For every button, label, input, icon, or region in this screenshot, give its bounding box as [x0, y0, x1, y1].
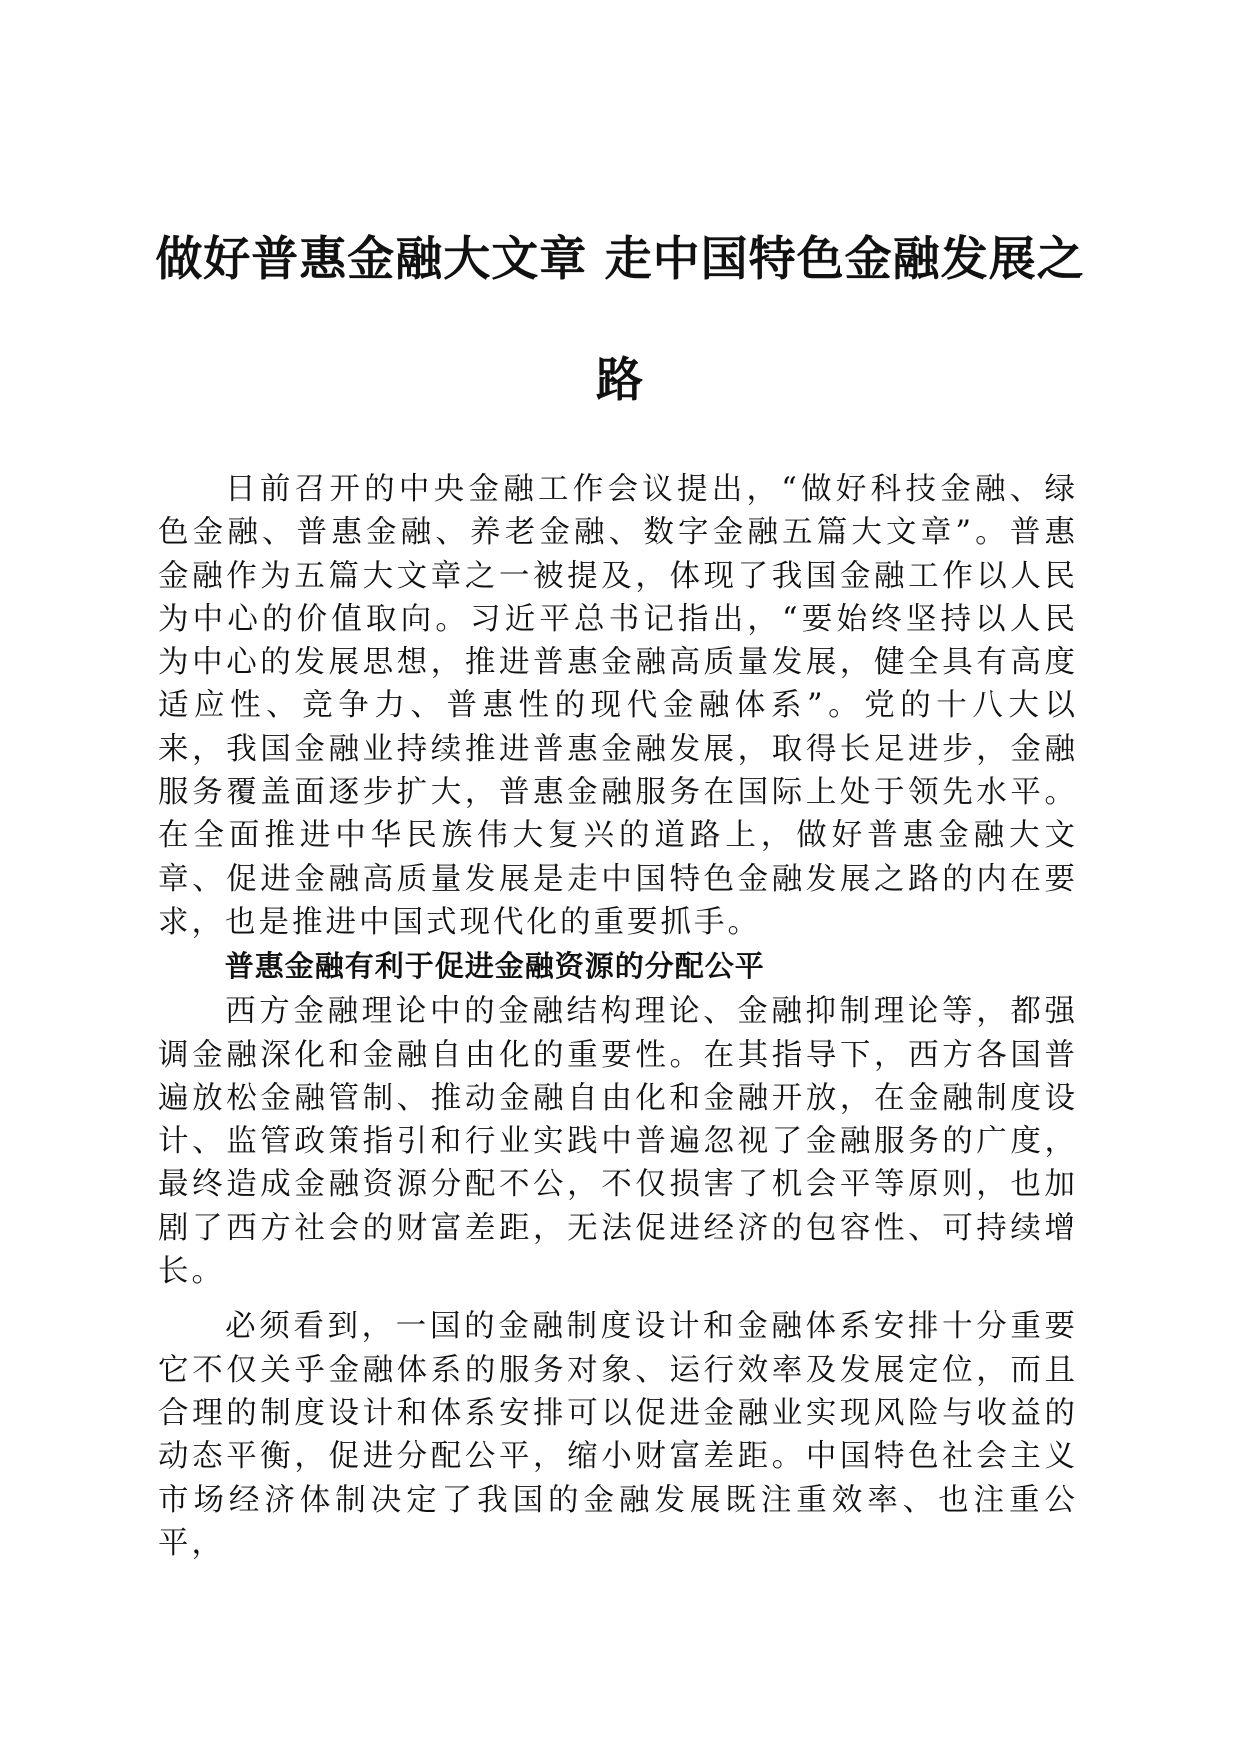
paragraph-western-theory: 西方金融理论中的金融结构理论、金融抑制理论等，都强调金融深化和金融自由化的重要性。在其指导下，西方各国普遍放松金融管制、推动金融自由化和金融开放，在金融制度设计、监管政策指引和行业实践中普遍忽视了金融服务的广度，最终造成金融资源分配不公，不仅损害了机会平等原则，也加剧了西方社会的财富差距，无法促进经济的包容性、可持续增长。 — [158, 994, 1078, 1290]
paragraph-institutional-design: 必须看到，一国的金融制度设计和金融体系安排十分重要它不仅关乎金融体系的服务对象、运行效率及发展定位，而且合理的制度设计和体系安排可以促进金融业实现风险与收益的动态平衡，促进分配公平，缩小财富差距。中国特色社会主义市场经济体制决定了我国的金融发展既注重效率、也注重公平， — [158, 1309, 1078, 1561]
section-heading: 普惠金融有利于促进金融资源的分配公平 — [224, 949, 765, 984]
paragraph-intro: 日前召开的中央金融工作会议提出，“做好科技金融、绿色金融、普惠金融、养老金融、数字金融五篇大文章”。普惠金融作为五篇大文章之一被提及，体现了我国金融工作以人民为中心的价值取向。习近平总书记指出，“要始终坚持以人民为中心的发展思想，推进普惠金融高质量发展，健全具有高度适应性、竞争力、普惠性的现代金融体系”。党的十八大以来，我国金融业持续推进普惠金融发展，取得长足进步，金融服务覆盖面逐步扩大，普惠金融服务在国际上处于领先水平。在全面推进中华民族伟大复兴的道路上，做好普惠金融大文章、促进金融高质量发展是走中国特色金融发展之路的内在要求，也是推进中国式现代化的重要抓手。 — [158, 472, 1078, 940]
paragraph-spacer — [158, 1293, 1078, 1305]
document-title-line-2: 路 — [596, 353, 644, 408]
document-body — [158, 468, 1078, 1565]
document-title-line-1: 做好普惠金融大文章 走中国特色金融发展之 — [155, 232, 1085, 287]
